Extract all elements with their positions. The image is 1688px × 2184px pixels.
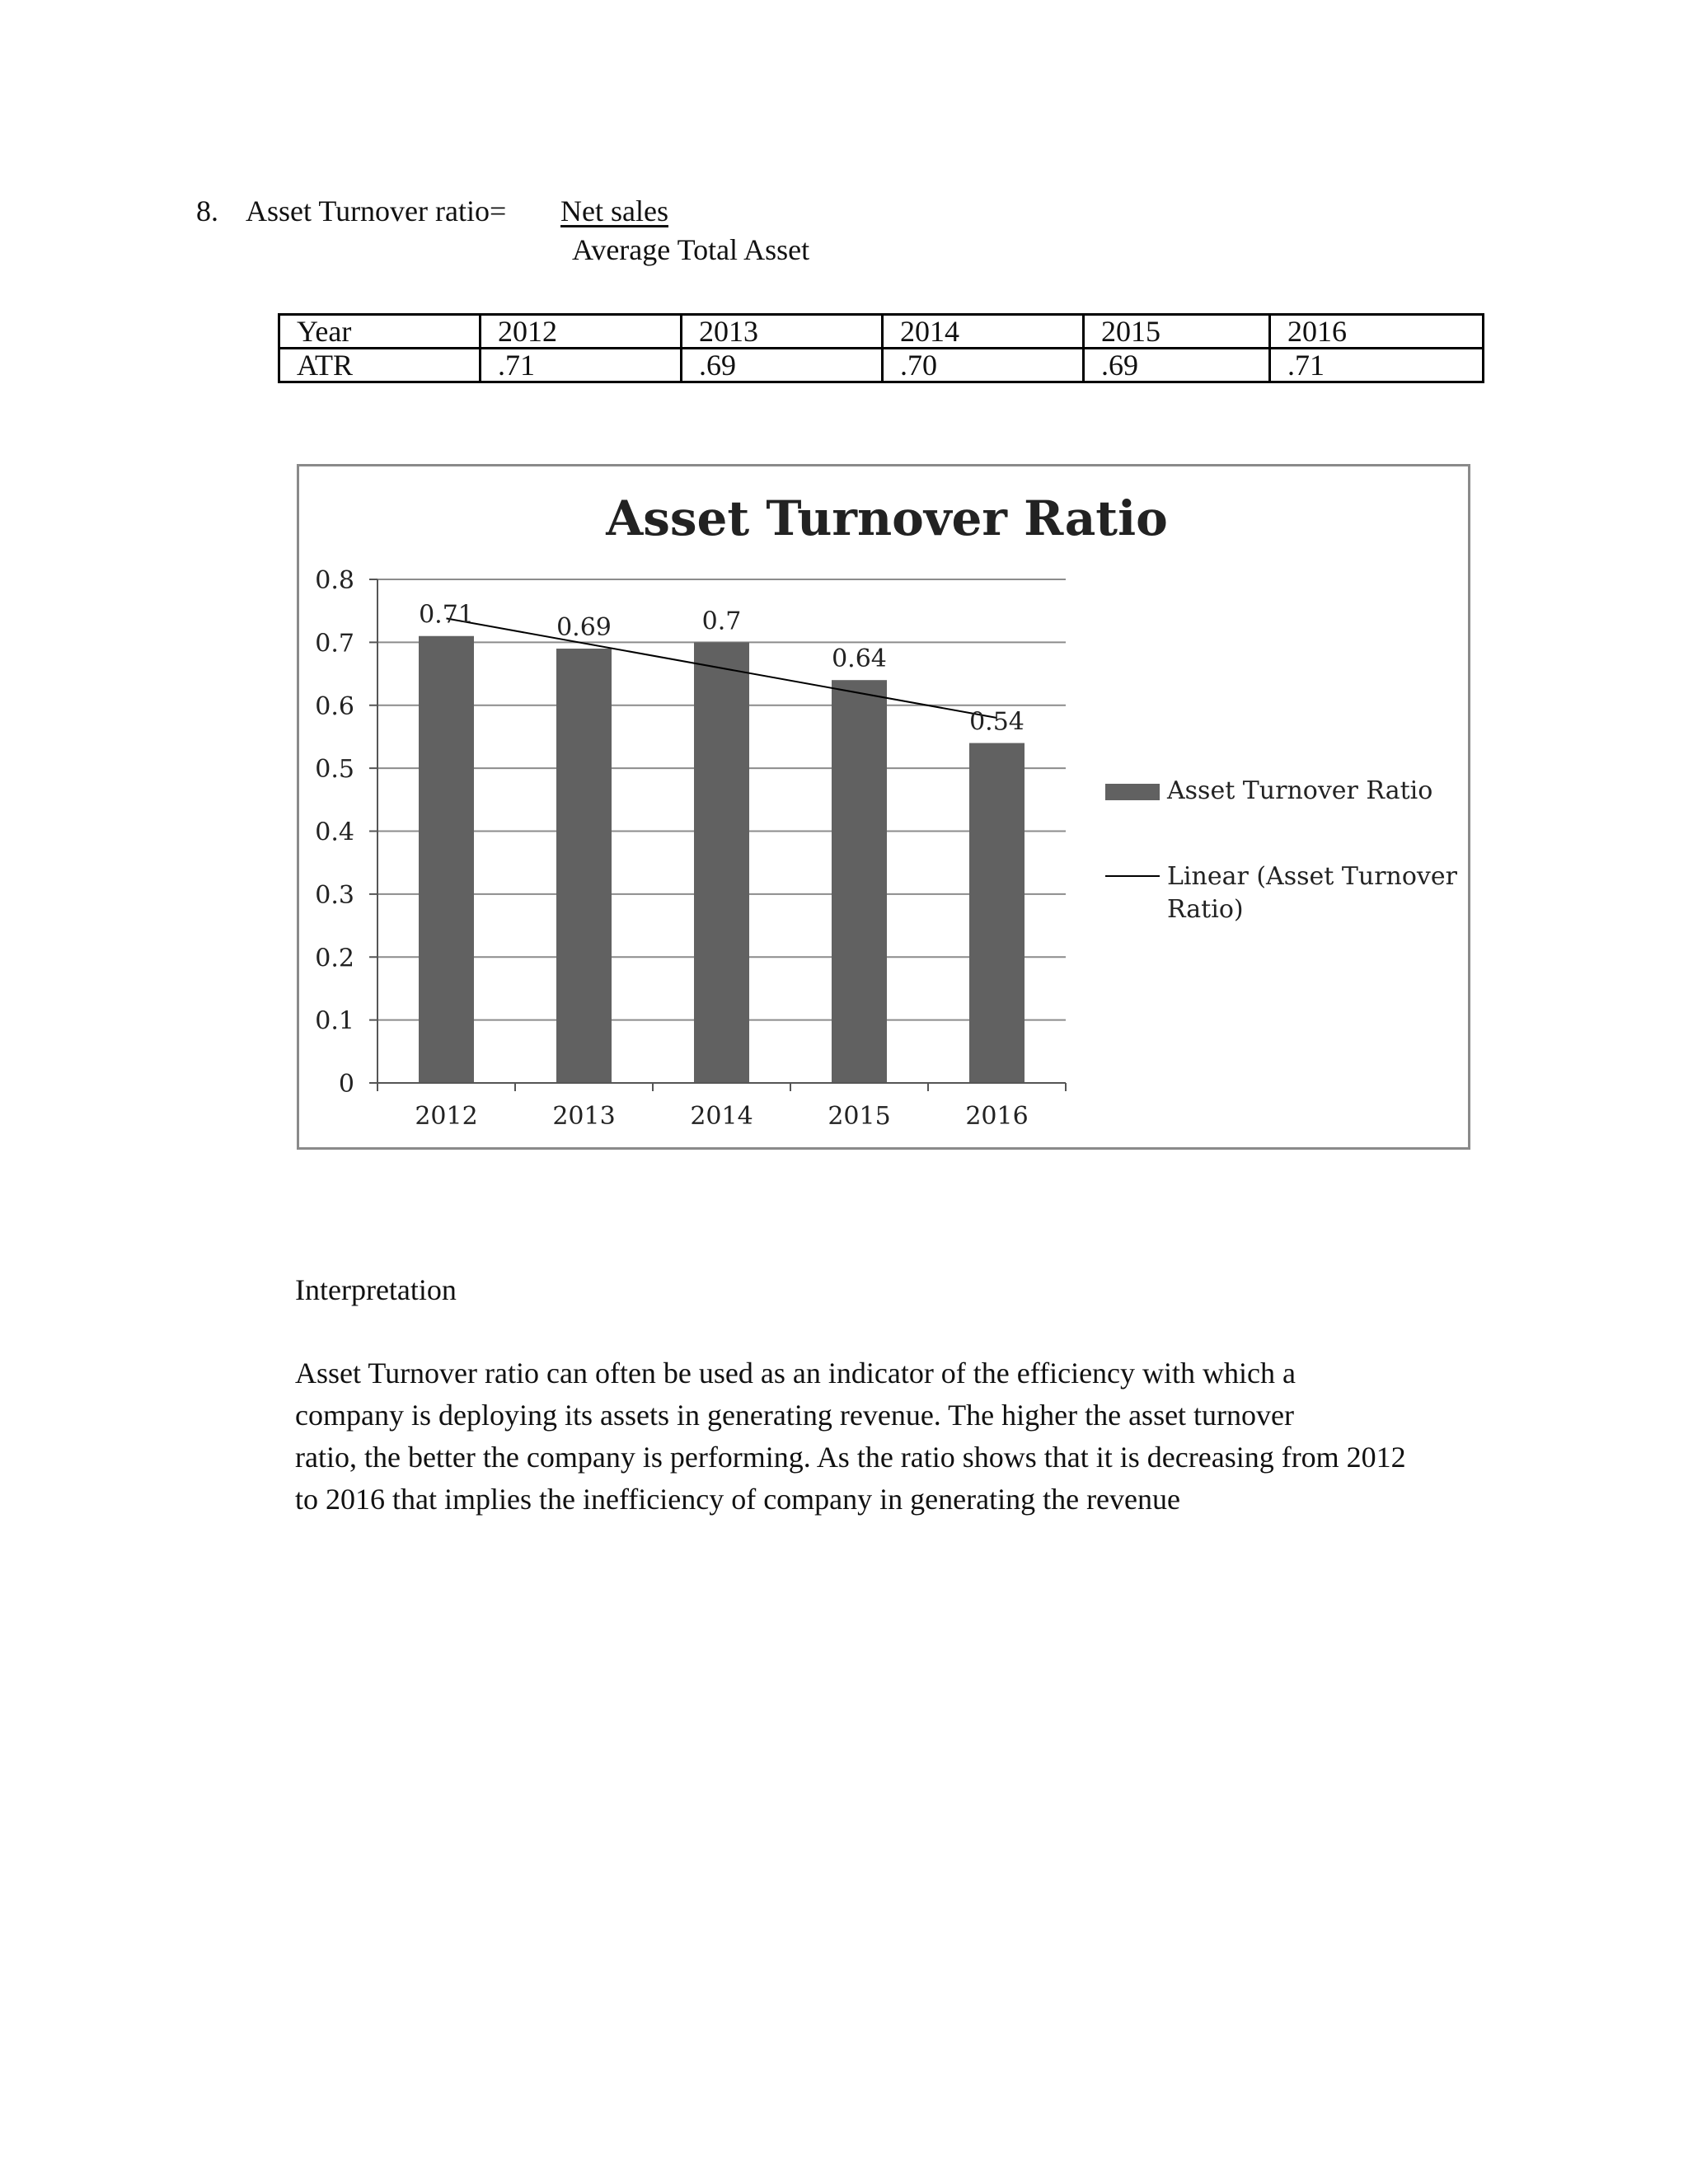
y-tick-label: 0.6	[315, 691, 354, 721]
legend-trend-label-line1: Linear (Asset Turnover	[1167, 862, 1457, 891]
y-tick-label: 0.8	[315, 566, 354, 595]
x-tick-label: 2012	[415, 1102, 478, 1131]
bar	[832, 680, 887, 1083]
legend	[1105, 776, 1458, 924]
table-cell: 2015	[1084, 315, 1270, 349]
x-tick-label: 2015	[828, 1102, 891, 1131]
paragraph-line: Asset Turnover ratio can often be used as an indicator of the efficiency with which a	[295, 1357, 1296, 1390]
table-cell: .71	[1270, 349, 1484, 382]
bar	[419, 636, 474, 1083]
interpretation-paragraph	[295, 1352, 1406, 1521]
x-tick-label: 2013	[552, 1102, 616, 1131]
atr-table	[278, 313, 1484, 383]
table-cell: .69	[1084, 349, 1270, 382]
bar	[694, 642, 749, 1083]
y-tick-label: 0.3	[315, 880, 354, 910]
y-tick-label: 0.4	[315, 818, 354, 847]
data-label: 0.69	[556, 613, 612, 643]
chart-title: Asset Turnover Ratio	[606, 490, 1168, 546]
bar	[969, 743, 1025, 1083]
table-row	[279, 315, 1484, 349]
y-tick-label: 0.1	[315, 1006, 354, 1036]
table-cell: 2014	[883, 315, 1084, 349]
table-cell: .71	[481, 349, 682, 382]
table-cell: 2016	[1270, 315, 1484, 349]
paragraph-line: to 2016 that implies the inefficiency of company in generating the revenue	[295, 1483, 1180, 1516]
data-label: 0.54	[969, 707, 1025, 737]
x-tick-label: 2016	[965, 1102, 1029, 1131]
y-tick-label: 0.2	[315, 944, 354, 973]
y-tick-label: 0	[338, 1070, 354, 1099]
bars	[419, 636, 1025, 1083]
data-label: 0.7	[701, 607, 742, 636]
bar	[556, 649, 612, 1083]
table-cell: ATR	[279, 349, 481, 382]
interpretation-heading: Interpretation	[295, 1273, 457, 1306]
y-tick-label: 0.5	[315, 755, 354, 785]
section-number: 8.	[196, 194, 218, 227]
data-label: 0.71	[419, 600, 474, 630]
y-tick-label: 0.7	[315, 629, 354, 658]
table-cell: .69	[682, 349, 883, 382]
chart-svg	[299, 466, 1468, 1147]
x-tick-label: 2014	[690, 1102, 753, 1131]
table-cell: .70	[883, 349, 1084, 382]
table-row	[279, 349, 1484, 382]
table-cell: 2013	[682, 315, 883, 349]
table-cell: 2012	[481, 315, 682, 349]
formula-label: Asset Turnover ratio=	[246, 194, 507, 227]
legend-bar-swatch	[1105, 784, 1160, 800]
legend-bar-label: Asset Turnover Ratio	[1167, 776, 1433, 805]
formula-denominator: Average Total Asset	[572, 233, 810, 266]
formula-numerator: Net sales	[560, 194, 668, 227]
chart-frame	[297, 464, 1470, 1150]
table-cell: Year	[279, 315, 481, 349]
paragraph-line: company is deploying its assets in generating revenue. The higher the asset turnover	[295, 1399, 1295, 1432]
data-label: 0.64	[832, 644, 887, 674]
paragraph-line: ratio, the better the company is performing. As the ratio shows that it is decreasing from 2012	[295, 1441, 1406, 1474]
legend-trend-label-line2: Ratio)	[1167, 895, 1244, 924]
